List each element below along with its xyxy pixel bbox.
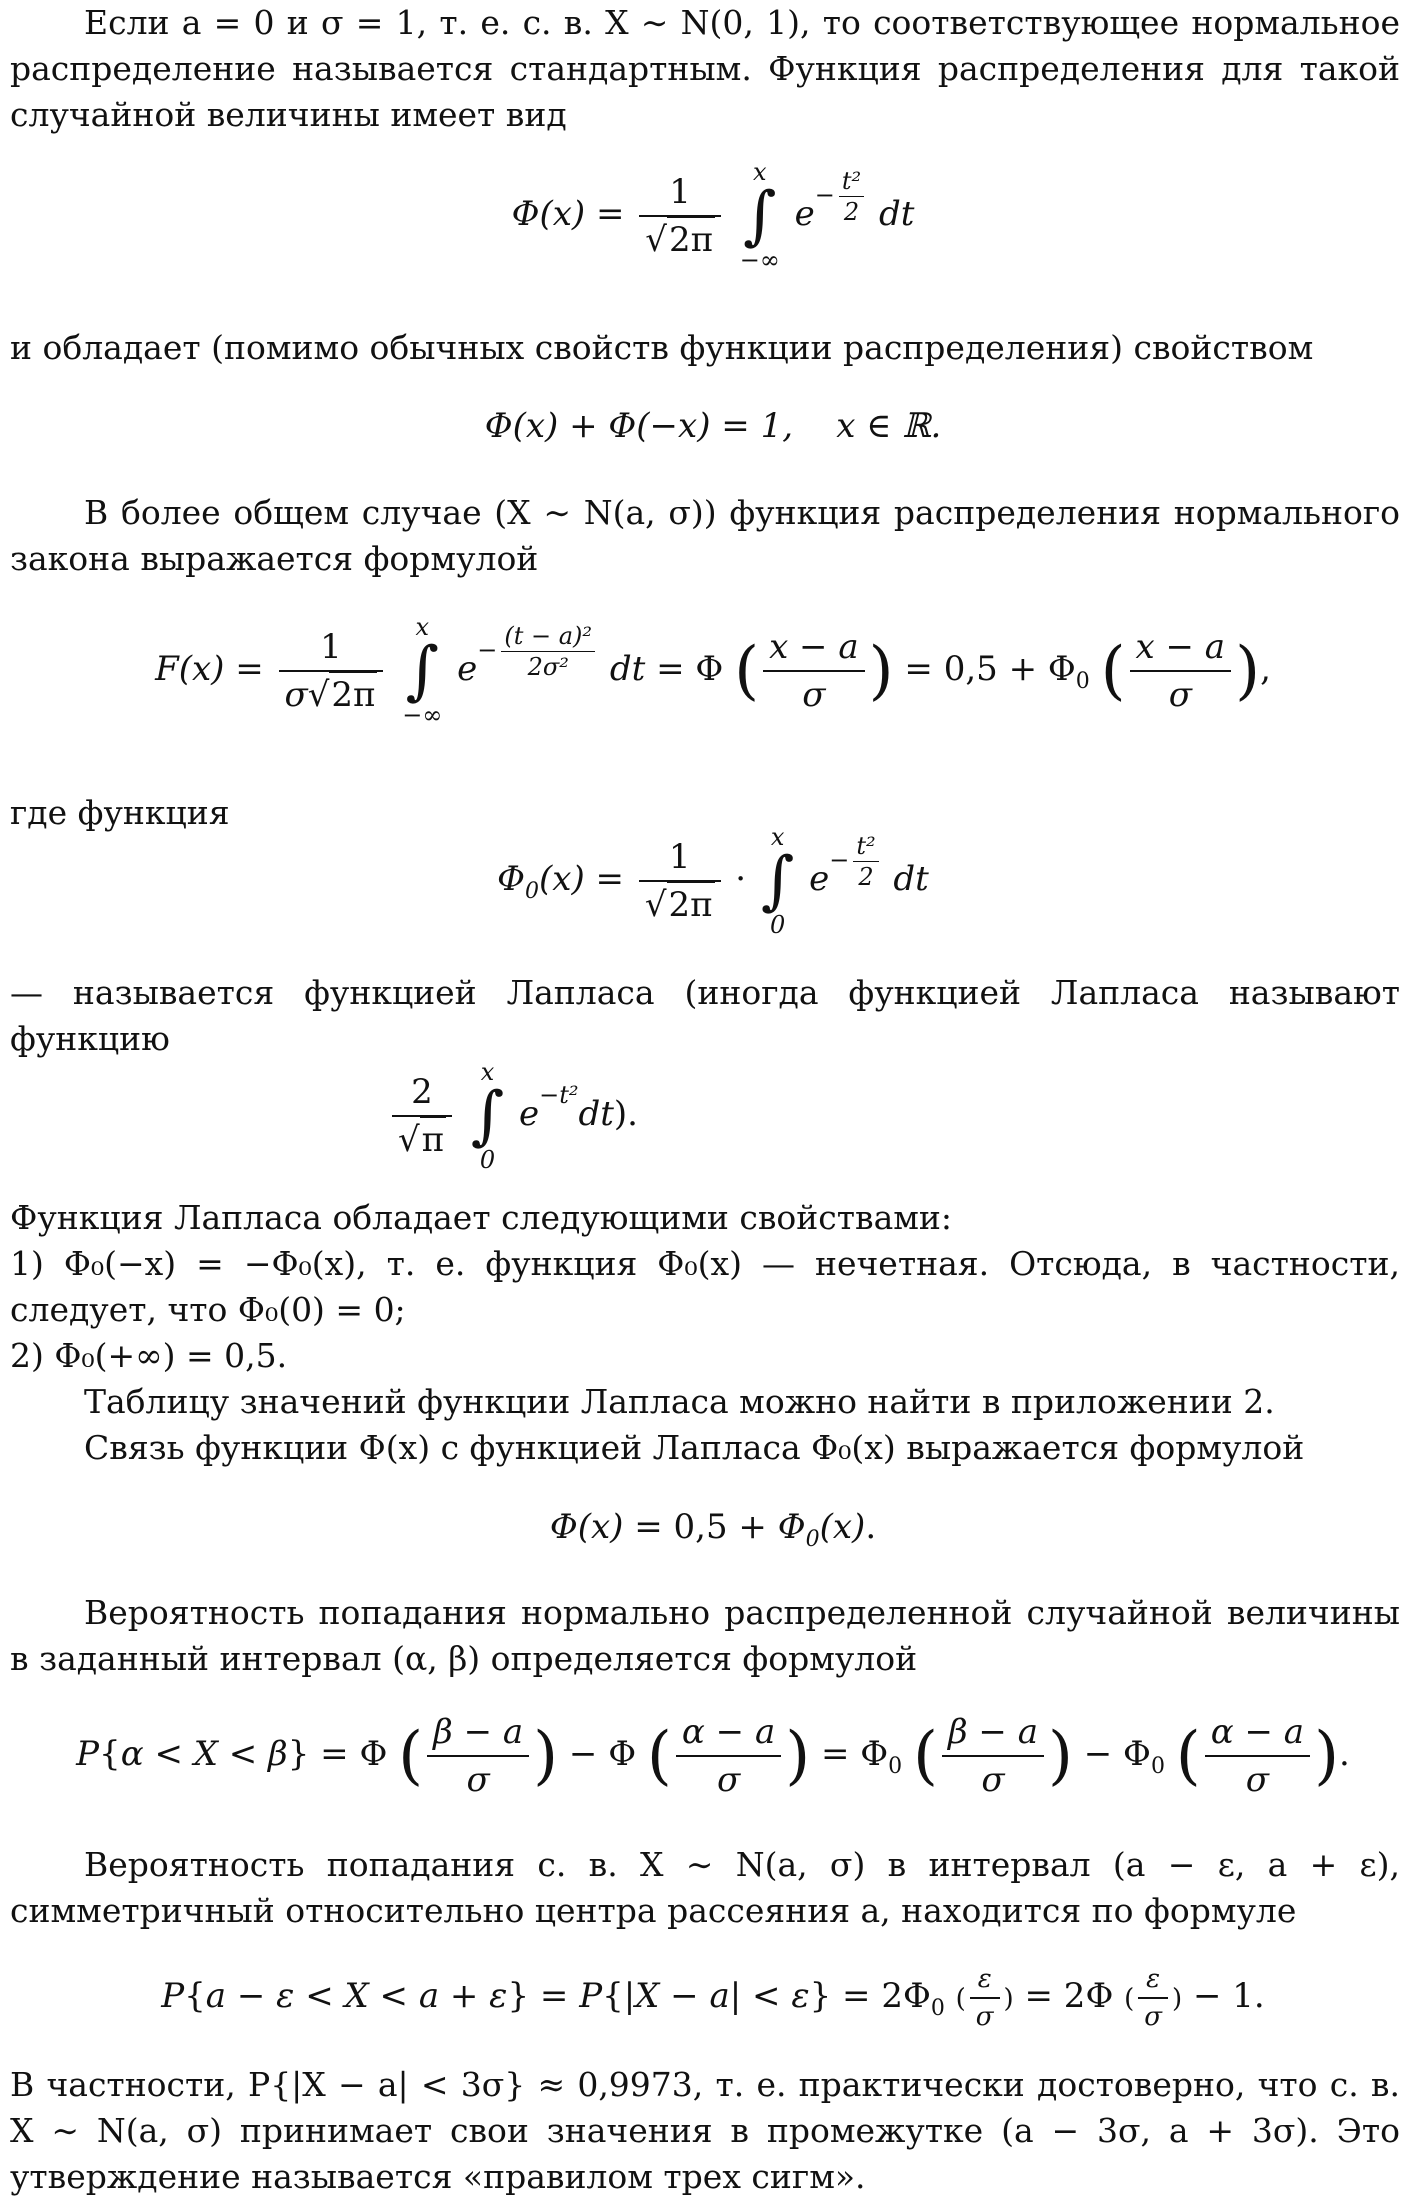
paragraph-8-text: 2) Φ₀(+∞) = 0,5. <box>10 1336 288 1375</box>
paragraph-9-text: Таблицу значений функции Лапласа можно найти в приложении 2. <box>84 1382 1275 1421</box>
paragraph-4-text: где функция <box>10 793 230 832</box>
paragraph-table-reference <box>10 1379 1400 1425</box>
formula-phi-laplace-relation: $\Phi(x) = 0,5 + \Phi_0(x)$. <box>549 1507 877 1552</box>
paragraph-10-text: Связь функции Φ(x) с функцией Лапласа Φ₀(x) выражается формулой <box>84 1428 1305 1467</box>
paragraph-5-text: — называется функцией Лапласа (иногда функцией Лапласа называют функцию <box>10 973 1400 1058</box>
paragraph-6-text: Функция Лапласа обладает следующими свойствами: <box>10 1198 953 1237</box>
formula-phi-symmetry: Φ(x) + Φ(−x) = 1, x ∈ ℝ. <box>484 406 942 446</box>
paragraph-standard-normal <box>10 0 1400 138</box>
formula-symmetric-interval: $P\{a - \varepsilon < X < a + \varepsilon\} = P\{|X - a| < \varepsilon\} = 2\Phi_0$ ( $\frac{\varepsilon}{\sigma}$ ) = 2Φ ( $\frac{\varepsilon}{\sigma}$ ) − 1. <box>161 1964 1265 2032</box>
paragraph-11-text: Вероятность попадания нормально распределенной случайной величины в заданный интервал (α, β) определяется формулой <box>10 1593 1400 1678</box>
formula-interval-probability: P{α < X < β} = Φ ( $\frac{\beta - a}{\sigma}$ ) − Φ ( $\frac{\alpha - a}{\sigma}$ ) = $\Phi_0$ ( $\frac{\beta - a}{\sigma}$ ) − $\Phi_0$ ( $\frac{\alpha - a}{\sigma}$ ). <box>76 1712 1350 1800</box>
paragraph-properties-intro <box>10 1195 1400 1241</box>
paragraph-2-text: и обладает (помимо обычных свойств функции распределения) свойством <box>10 328 1314 367</box>
paragraph-7-text: 1) Φ₀(−x) = −Φ₀(x), т. е. функция Φ₀(x) — нечетная. Отсюда, в частности, следует, что Φ₀(0) = 0; <box>10 1244 1400 1329</box>
paragraph-property-intro <box>10 325 1400 371</box>
paragraph-symmetric-interval <box>10 1842 1400 1934</box>
paragraph-1-text: Если a = 0 и σ = 1, т. е. с. в. X ∼ N(0, 1), то соответствующее нормальное распределение называется стандартным. Функция распределения для такой случайной величины имеет вид <box>10 3 1400 134</box>
paragraph-relation <box>10 1425 1400 1471</box>
formula-normal-cdf: F(x) = $\frac{1}{\sigma√2\pi}$ x ∫ −∞ e− $\frac{\text{(t − a)²}}{\text{2σ²}}$ dt = Φ ( $\frac{x - a}{\sigma}$ ) = $0,5 + \Phi_0$ ( $\frac{x - a}{\sigma}$ ), <box>155 613 1271 729</box>
paragraph-3-text: В более общем случае (X ∼ N(a, σ)) функция распределения нормального закона выражается формулой <box>10 493 1400 578</box>
paragraph-interval-probability <box>10 1590 1400 1682</box>
property-1-odd-function <box>10 1241 1400 1333</box>
paragraph-13-text: В частности, P{|X − a| < 3σ} ≈ 0,9973, т. е. практически достоверно, что с. в. X ∼ N(a, σ) принимает свои значения в промежутке (a − 3σ, a + 3σ). Это утверждение называется «правилом трех сигм». <box>10 2065 1400 2196</box>
formula-erf-variant: $\frac{2}{√\pi}$ x ∫ 0 e−t²dt). <box>0 1060 1226 1172</box>
paragraph-three-sigma-rule <box>10 2062 1400 2200</box>
paragraph-laplace-definition <box>10 970 1400 1062</box>
property-2-limit <box>10 1333 1400 1379</box>
paragraph-12-text: Вероятность попадания с. в. X ∼ N(a, σ) в интервал (a − ε, a + ε), симметричный относительно центра рассеяния a, находится по формуле <box>10 1845 1400 1930</box>
paragraph-general-case <box>10 490 1400 582</box>
formula-laplace-function: $\Phi_0(x)$ = $\frac{1}{√2\pi}$ · x ∫ 0 e− $\frac{\text{t²}}{2}$ dt <box>497 823 929 939</box>
formula-phi-definition: Φ(x) = $\frac{1}{√2\pi}$ x ∫ −∞ e− $\frac{\text{t²}}{2}$ dt <box>511 158 915 274</box>
